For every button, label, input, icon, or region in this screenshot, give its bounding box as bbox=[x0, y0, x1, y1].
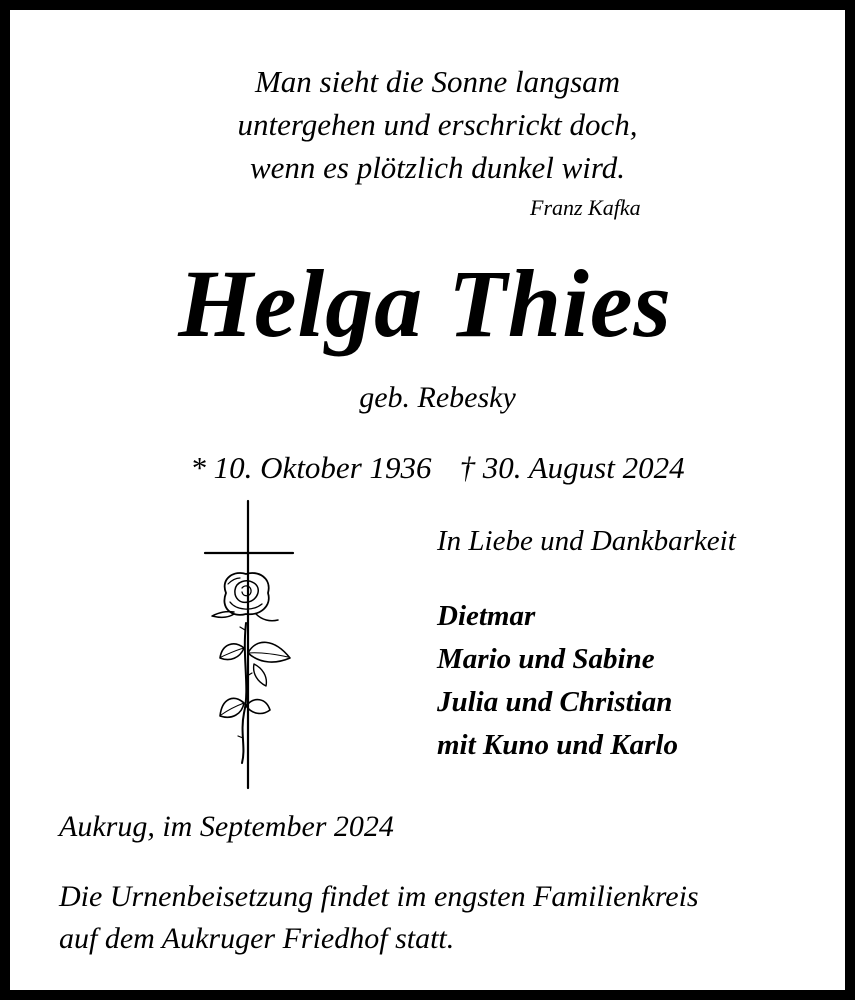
mourner-name: Julia und Christian bbox=[437, 686, 673, 718]
birth-date: * 10. Oktober 1936 bbox=[190, 450, 432, 485]
burial-note-line-2: auf dem Aukruger Friedhof statt. bbox=[59, 922, 455, 955]
place-date: Aukrug, im September 2024 bbox=[59, 810, 394, 843]
mourner-name: Dietmar bbox=[437, 600, 536, 632]
maiden-name: geb. Rebesky bbox=[359, 381, 516, 414]
dedication: In Liebe und Dankbarkeit bbox=[437, 525, 736, 557]
poem-line-1: Man sieht die Sonne langsam bbox=[254, 64, 621, 99]
burial-note-line-1: Die Urnenbeisetzung findet im engsten Familienkreis bbox=[59, 880, 699, 913]
poem-author: Franz Kafka bbox=[530, 195, 641, 220]
cross-with-rose-icon bbox=[190, 498, 305, 793]
poem-line-3: wenn es plötzlich dunkel wird. bbox=[249, 150, 626, 185]
mourner-name: mit Kuno und Karlo bbox=[437, 729, 678, 761]
deceased-name: Helga Thies bbox=[178, 250, 672, 357]
mourner-name: Mario und Sabine bbox=[437, 643, 655, 675]
death-date: † 30. August 2024 bbox=[459, 450, 685, 485]
life-dates bbox=[10, 450, 855, 486]
poem-line-2: untergehen und erschrickt doch, bbox=[237, 107, 638, 142]
